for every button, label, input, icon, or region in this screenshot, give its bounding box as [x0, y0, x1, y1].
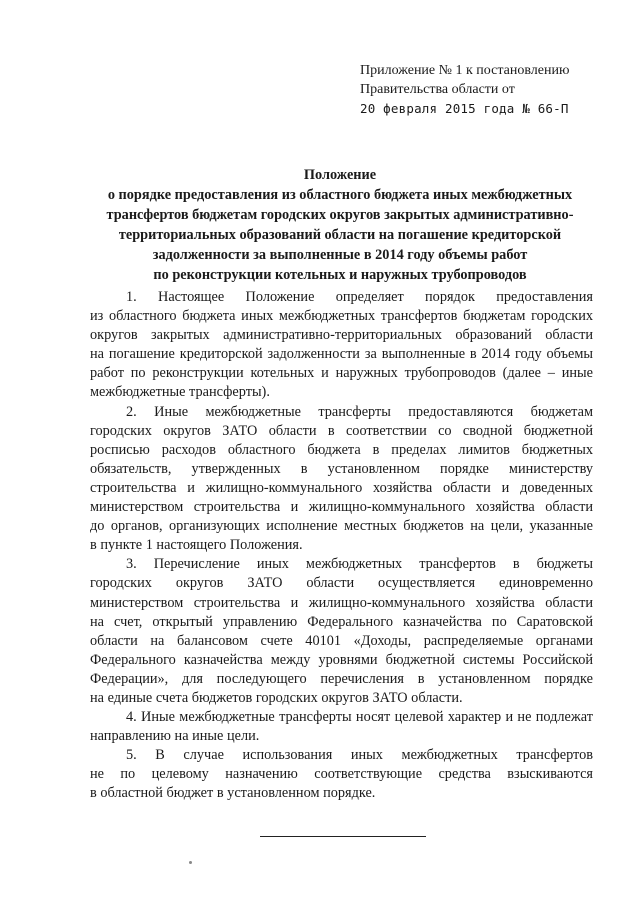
paragraph-line: городских округов ЗАТО области в соответствии со сводной бюджетной: [90, 422, 593, 439]
paragraph-line: Федерального казначейства между уровнями бюджетной системы Российской: [90, 651, 593, 668]
paragraph-line: в областной бюджет в установленном порядке.: [90, 785, 376, 802]
paragraph-line: направлению на иные цели.: [90, 728, 260, 745]
paragraph-line: межбюджетные трансферты).: [90, 384, 270, 401]
title-line-6: по реконструкции котельных и наружных трубопроводов: [153, 267, 527, 283]
title-line-4: территориальных образований области на погашение кредиторской: [118, 227, 562, 243]
appendix-reference: [360, 61, 569, 118]
paragraph-line: 3. Перечисление иных межбюджетных трансфертов в бюджеты: [126, 556, 593, 573]
paragraph-1: [90, 288, 593, 403]
paragraph-line: обязательств, утвержденных в установленном порядке министерству: [90, 460, 593, 477]
paragraph-2: [90, 403, 593, 556]
appendix-line-1: Приложение № 1 к постановлению: [360, 63, 570, 78]
paragraph-line: городских округов ЗАТО области осуществляется единовременно: [90, 575, 593, 592]
paragraph-5: [90, 746, 593, 803]
appendix-date-stamp: 20 февраля 2015 года № 66-П: [360, 101, 569, 116]
paragraph-line: работ по реконструкции котельных и наружных трубопроводов (далее – иные: [90, 365, 593, 382]
paragraph-line: росписью расходов областного бюджета в пределах лимитов бюджетных: [90, 441, 593, 458]
title-line-1: Положение: [303, 167, 377, 183]
title-line-5: задолженности за выполненные в 2014 году объемы работ: [152, 247, 528, 263]
appendix-line-2: Правительства области от: [360, 82, 515, 97]
paragraph-line: министерством строительства и жилищно-коммунального хозяйства области: [90, 499, 593, 516]
document-body: [90, 288, 593, 804]
document-title: [78, 165, 602, 285]
paragraph-line: Федерации», для последующего перечисления в установленном порядке: [90, 670, 593, 687]
paragraph-line: из областного бюджета иных межбюджетных трансфертов бюджетам городских: [90, 308, 593, 325]
paragraph-3: [90, 555, 593, 708]
paragraph-line: на погашение кредиторской задолженности за выполненные в 2014 году объемы: [90, 346, 593, 363]
scan-speck: [189, 861, 192, 864]
paragraph-line: 4. Иные межбюджетные трансферты носят целевой характер и не подлежат: [126, 709, 593, 726]
paragraph-line: министерством строительства и жилищно-коммунального хозяйства области: [90, 594, 593, 611]
paragraph-line: строительства и жилищно-коммунального хозяйства области и доведенных: [90, 479, 593, 496]
paragraph-line: до органов, организующих исполнение местных бюджетов на цели, указанные: [90, 518, 593, 535]
paragraph-line: на единые счета бюджетов городских округов ЗАТО области.: [90, 689, 463, 706]
paragraph-line: 1. Настоящее Положение определяет порядок предоставления: [126, 289, 593, 305]
paragraph-line: области на балансовом счете 40101 «Доходы, распределяемые органами: [90, 632, 593, 649]
paragraph-line: округов закрытых административно-территориальных образований области: [90, 327, 593, 344]
paragraph-line: в пункте 1 настоящего Положения.: [90, 537, 303, 554]
paragraph-line: на счет, открытый управлению Федерального казначейства по Саратовской: [90, 613, 593, 630]
paragraph-4: [90, 708, 593, 746]
title-line-2: о порядке предоставления из областного бюджета иных межбюджетных: [107, 187, 573, 203]
paragraph-line: 2. Иные межбюджетные трансферты предоставляются бюджетам: [126, 403, 593, 420]
closing-rule: [260, 836, 426, 837]
paragraph-line: 5. В случае использования иных межбюджетных трансфертов: [126, 747, 593, 764]
title-line-3: трансфертов бюджетам городских округов закрытых административно-: [106, 207, 574, 223]
paragraph-line: не по целевому назначению соответствующие средства взыскиваются: [90, 766, 593, 783]
